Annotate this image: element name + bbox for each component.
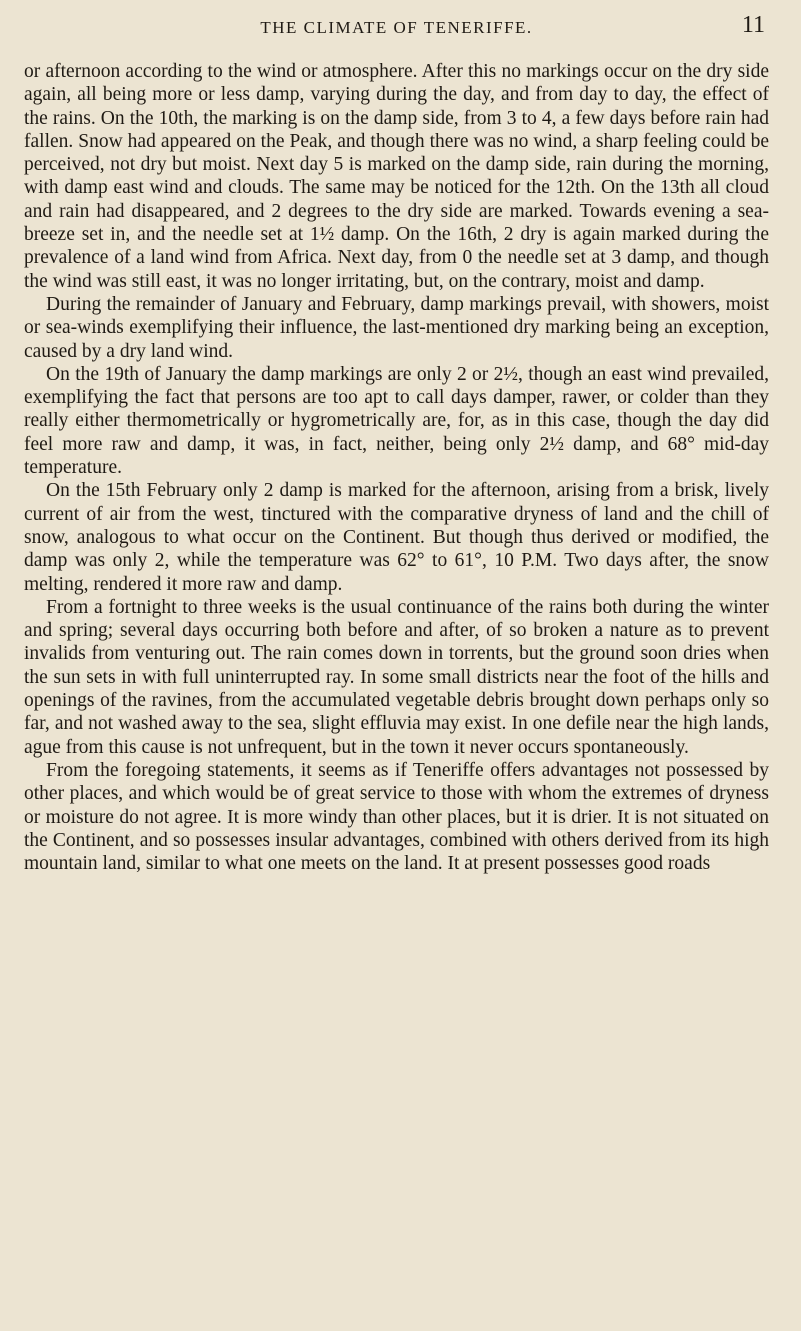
paragraph: On the 19th of January the damp markings are only 2 or 2½, though an east wind prevailed, exemplifying the fact that persons are too apt to call days damper, rawer, or colder than they really either thermometrically or hygrometrically are, for, as in this case, though the day did feel more raw and damp, it was, in fact, neither, being only 2½ damp, and 68° mid-day temperature.	[24, 363, 769, 479]
paragraph: From the foregoing statements, it seems as if Teneriffe offers advantages not possessed by other places, and which would be of great service to those with whom the extremes of dryness or moisture do not agree. It is more windy than other places, but it is drier. It is not situated on the Continent, and so possesses insular advantages, combined with others derived from its high mountain land, similar to what one meets on the land. It at present possesses good roads	[24, 759, 769, 875]
running-title: THE CLIMATE OF TENERIFFE.	[260, 18, 533, 37]
body-text	[24, 60, 769, 875]
page-number: 11	[741, 12, 765, 38]
paragraph: During the remainder of January and February, damp markings prevail, with showers, moist or sea-winds exemplifying their influence, the last-mentioned dry marking being an exception, caused by a dry land wind.	[24, 293, 769, 362]
paragraph: From a fortnight to three weeks is the usual continuance of the rains both during the winter and spring; several days occurring both before and after, of so broken a nature as to prevent invalids from venturing out. The rain comes down in torrents, but the ground soon dries when the sun sets in with full uninterrupted ray. In some small districts near the foot of the hills and openings of the ravines, from the accumulated vegetable debris brought down perhaps only so far, and not washed away to the sea, slight effluvia may exist. In one defile near the high lands, ague from this cause is not unfrequent, but in the town it never occurs spontaneously.	[24, 596, 769, 758]
paragraph: On the 15th February only 2 damp is marked for the afternoon, arising from a brisk, lively current of air from the west, tinctured with the comparative dryness of land and the chill of snow, analogous to what occur on the Continent. But though thus derived or modified, the damp was only 2, while the temperature was 62° to 61°, 10 P.M. Two days after, the snow melting, rendered it more raw and damp.	[24, 480, 769, 595]
paragraph: or afternoon according to the wind or atmosphere. After this no markings occur on the dry side again, all being more or less damp, varying during the day, and from day to day, the effect of the rains. On the 10th, the marking is on the damp side, from 3 to 4, a few days before rain had fallen. Snow had appeared on the Peak, and though there was no wind, a sharp feeling could be perceived, not dry but moist. Next day 5 is marked on the damp side, rain during the morning, with damp east wind and clouds. The same may be noticed for the 12th. On the 13th all cloud and rain had disappeared, and 2 degrees to the dry side are marked. Towards evening a sea-breeze set in, and the needle set at 1½ damp. On the 16th, 2 dry is again marked during the prevalence of a land wind from Africa. Next day, from 0 the needle set at 3 damp, and though the wind was still east, it was no longer irritating, but, on the contrary, moist and damp.	[24, 61, 769, 292]
running-head	[24, 0, 769, 60]
